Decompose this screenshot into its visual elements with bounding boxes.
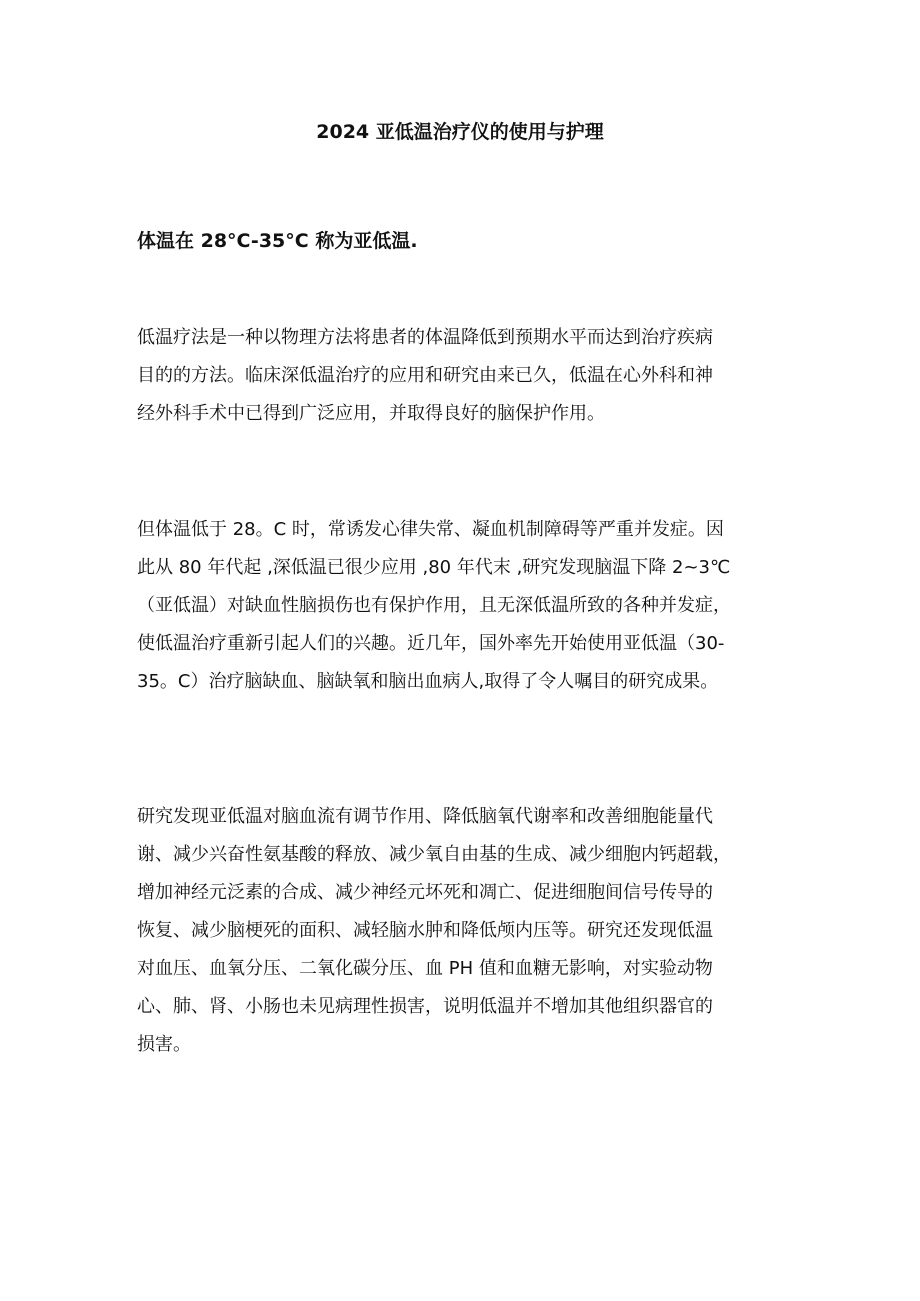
paragraph-research-findings bbox=[137, 798, 817, 1064]
paragraph-line: 目的的方法。临床深低温治疗的应用和研究由来已久，低温在心外科和神 bbox=[137, 365, 713, 386]
paragraph-line: 但体温低于 28。C 时，常诱发心律失常、凝血机制障碍等严重并发症。因 bbox=[137, 519, 724, 540]
paragraph-line: 谢、减少兴奋性氨基酸的释放、减少氧自由基的生成、减少细胞内钙超载， bbox=[137, 844, 731, 865]
paragraph-mild-hypothermia-history bbox=[137, 511, 817, 701]
paragraph-hypothermia-therapy bbox=[137, 319, 817, 433]
paragraph-line: 恢复、减少脑梗死的面积、减轻脑水肿和降低颅内压等。研究还发现低温 bbox=[137, 920, 713, 941]
paragraph-line: 研究发现亚低温对脑血流有调节作用、降低脑氧代谢率和改善细胞能量代 bbox=[137, 806, 713, 827]
paragraph-line: 35。C）治疗脑缺血、脑缺氧和脑出血病人,取得了令人嘱目的研究成果。 bbox=[137, 671, 719, 692]
document-title: 2024 亚低温治疗仪的使用与护理 bbox=[316, 121, 604, 143]
paragraph-line: （亚低温）对缺血性脑损伤也有保护作用，且无深低温所致的各种并发症， bbox=[137, 595, 731, 616]
paragraph-line: 低温疗法是一种以物理方法将患者的体温降低到预期水平而达到治疗疾病 bbox=[137, 327, 713, 348]
paragraph-line: 经外科手术中已得到广泛应用，并取得良好的脑保护作用。 bbox=[137, 403, 605, 424]
paragraph-line: 对血压、血氧分压、二氧化碳分压、血 PH 值和血糖无影响，对实验动物 bbox=[137, 958, 713, 979]
paragraph-line: 损害。 bbox=[137, 1034, 191, 1055]
paragraph-line: 增加神经元泛素的合成、减少神经元坏死和凋亡、促进细胞间信号传导的 bbox=[137, 882, 713, 903]
paragraph-line: 使低温治疗重新引起人们的兴趣。近几年，国外率先开始使用亚低温（30- bbox=[137, 633, 725, 654]
paragraph-line: 心、肺、肾、小肠也未见病理性损害，说明低温并不增加其他组织器官的 bbox=[137, 996, 713, 1017]
paragraph-line: 此从 80 年代起 ,深低温已很少应用 ,80 年代末 ,研究发现脑温下降 2~3℃ bbox=[137, 557, 731, 578]
section-subheading: 体温在 28°C-35°C 称为亚低温. bbox=[137, 230, 418, 252]
